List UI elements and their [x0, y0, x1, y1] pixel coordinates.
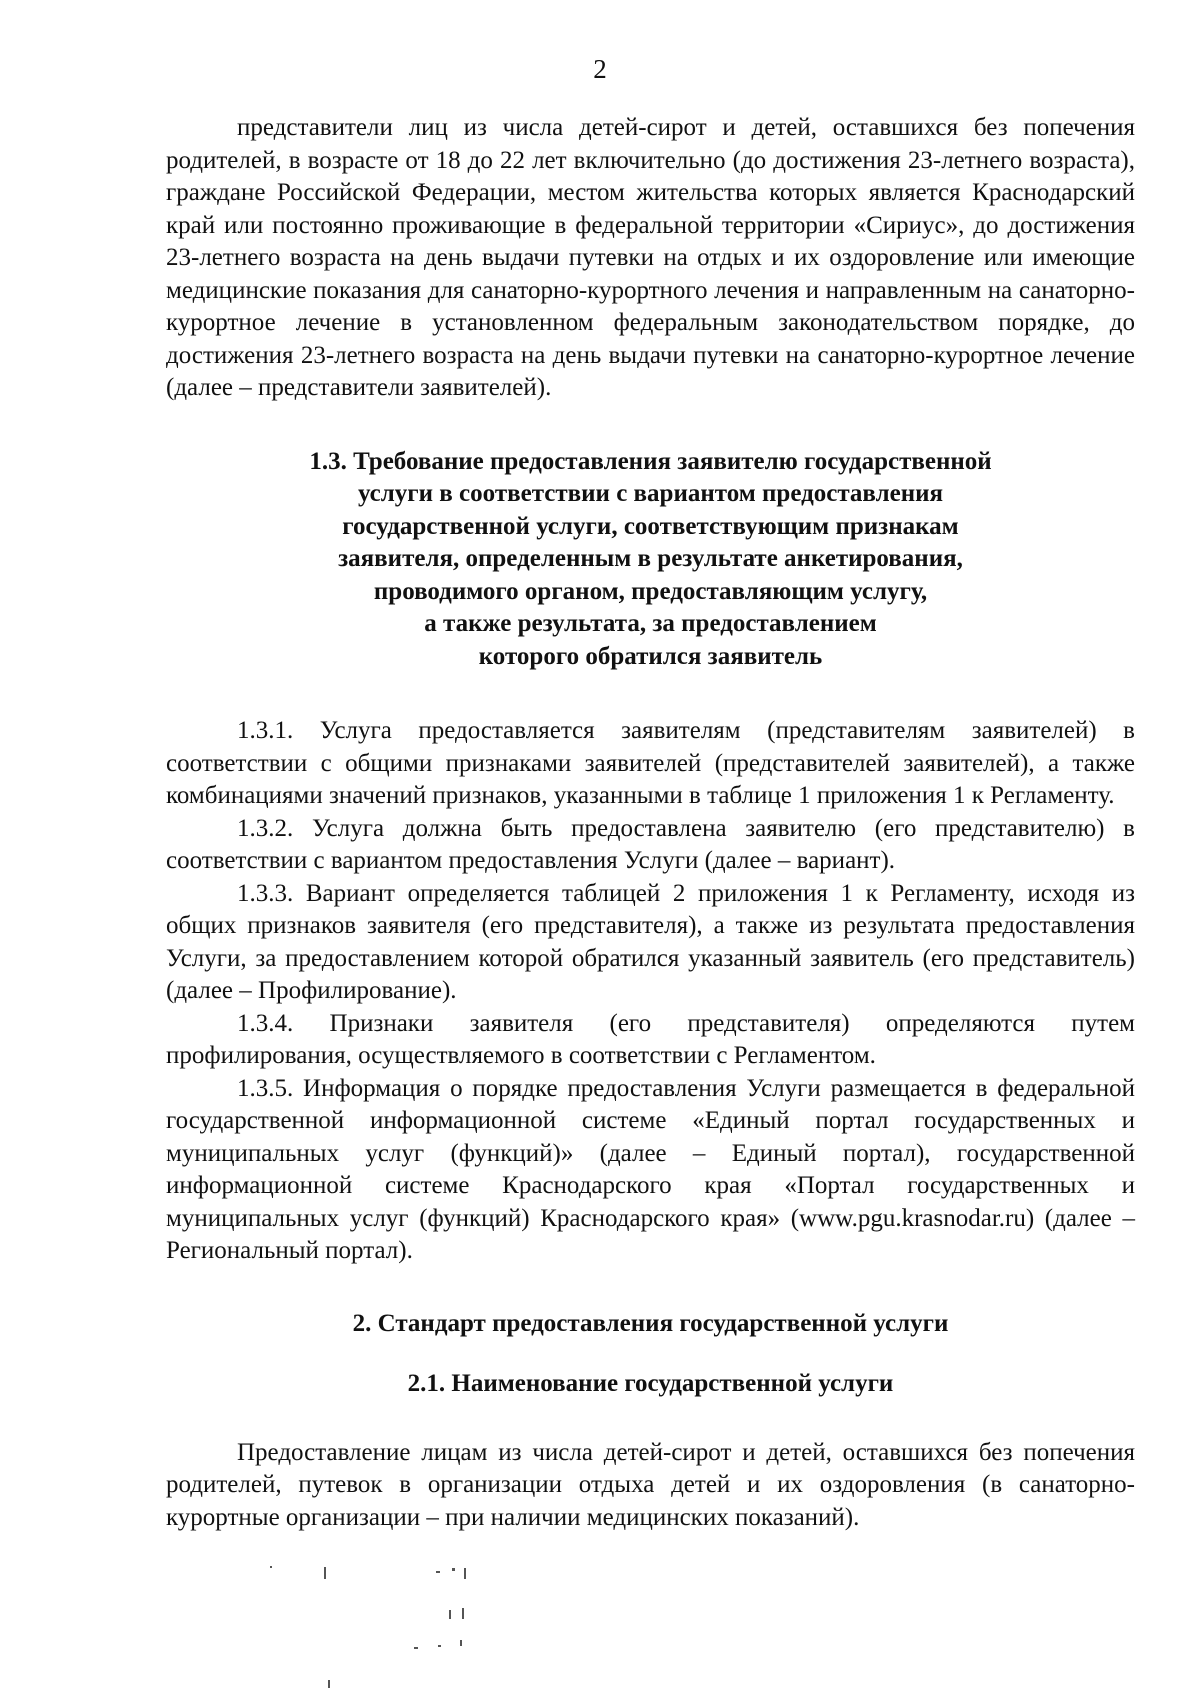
paragraph-1-3-1: 1.3.1. Услуга предоставляется заявителям (представителям заявителей) в соответствии с общими признаками заявителей (представителей заявителей), а также комбинациями значений признаков, указанными в таблице 1 приложения 1 к Регламенту.: [166, 717, 1135, 809]
section-1-3-heading-line: а также результата, за предоставлением: [424, 610, 877, 637]
scan-speck: [328, 1680, 330, 1688]
scan-speck: [436, 1571, 440, 1573]
scan-speck: [438, 1645, 441, 1647]
section-1-3-heading-line: услуги в соответствии с вариантом предоставления: [357, 480, 944, 507]
section-1-3-heading-line: заявителя, определенным в результате анкетирования,: [338, 545, 963, 572]
scan-speck: [462, 1608, 464, 1619]
scan-speck: [414, 1647, 418, 1649]
scan-speck: [270, 1566, 272, 1568]
scan-speck: [464, 1568, 466, 1579]
scan-speck: [452, 1568, 455, 1571]
page-number: 2: [593, 54, 607, 84]
section-2-1-heading: 2.1. Наименование государственной услуги: [407, 1370, 894, 1397]
paragraph-1-3-3: 1.3.3. Вариант определяется таблицей 2 приложения 1 к Регламенту, исходя из общих признаков заявителя (его представителя), а также из результата предоставления Услуги, за предоставлением которой обратился указанный заявитель (его представитель) (далее – Профилирование).: [166, 879, 1135, 1004]
section-1-3-heading-line: которого обратился заявитель: [478, 642, 823, 670]
document-body: [166, 112, 1135, 1534]
section-2-heading: 2. Стандарт предоставления государственной услуги: [352, 1309, 949, 1337]
paragraph-2-1: Предоставление лицам из числа детей-сирот и детей, оставшихся без попечения родителей, путевок в организации отдыха детей и их оздоровления (в санаторно-курортные организации – при наличии медицинских показаний).: [166, 1438, 1135, 1531]
section-1-3-heading-line: проводимого органом, предоставляющим услугу,: [373, 577, 928, 605]
paragraph-1-3-2: 1.3.2. Услуга должна быть предоставлена заявителю (его представителю) в соответствии с вариантом предоставления Услуги (далее – вариант).: [166, 814, 1135, 874]
paragraph-1-3-4: 1.3.4. Признаки заявителя (его представителя) определяются путем профилирования, осуществляемого в соответствии с Регламентом.: [166, 1009, 1135, 1069]
scan-speck: [449, 1610, 451, 1619]
section-1-3-heading: [166, 446, 1135, 674]
section-1-3-heading-line: государственной услуги, соответствующим признакам: [342, 512, 959, 540]
section-1-3-heading-line: 1.3. Требование предоставления заявителю государственной: [309, 447, 992, 475]
scan-speck: [460, 1640, 462, 1646]
intro-paragraph: представители лиц из числа детей-сирот и детей, оставшихся без попечения родителей, в возрасте от 18 до 22 лет включительно (до достижения 23-летнего возраста), граждане Российской Федерации, местом жительства которых является Краснодарский край или постоянно проживающие в федеральной территории «Сириус», до достижения 23-летнего возраста на день выдачи путевки на отдых и их оздоровление или имеющие медицинские показания для санаторно-курортного лечения и направленным на санаторно-курортное лечение в установленном федеральным законодательством порядке, до достижения 23-летнего возраста на день выдачи путевки на санаторно-курортное лечение (далее – представители заявителей).: [166, 114, 1135, 401]
paragraph-1-3-5: 1.3.5. Информация о порядке предоставления Услуги размещается в федеральной государственной информационной системе «Единый портал государственных и муниципальных услуг (функций)» (далее – Единый портал), государственной информационной системе Краснодарского края «Портал государственных и муниципальных услуг (функций) Краснодарского края» (www.pgu.krasnodar.ru) (далее – Региональный портал).: [166, 1074, 1135, 1264]
scan-speck: [324, 1567, 326, 1579]
